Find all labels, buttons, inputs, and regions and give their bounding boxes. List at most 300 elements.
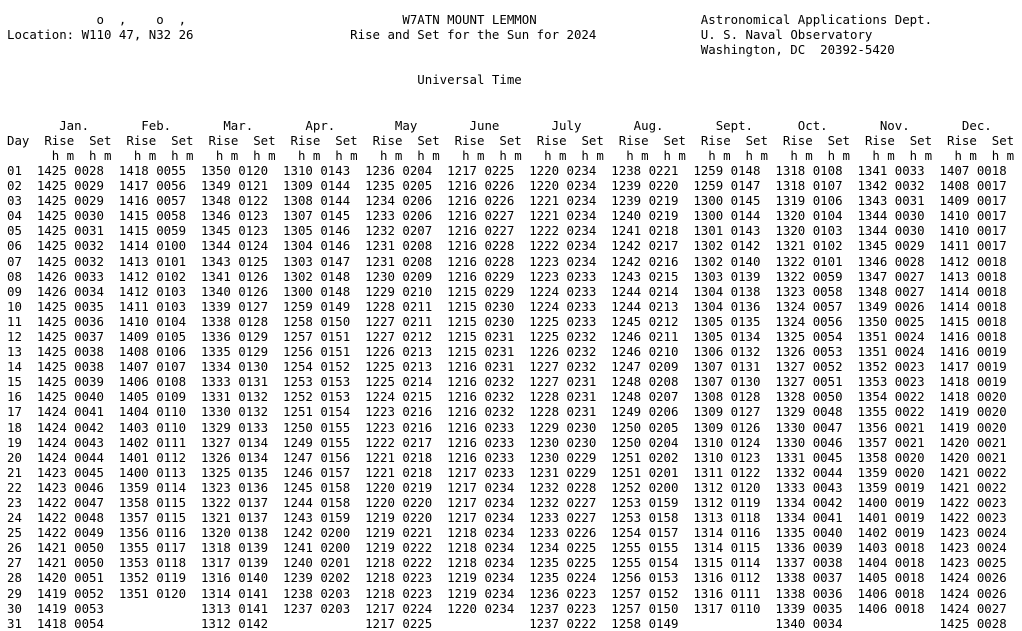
rise-set-cell: 1416 0018: [939, 328, 1007, 344]
rise-set-cell: 1216 0228: [447, 238, 515, 254]
rise-set-cell: 1334 0041: [775, 510, 843, 526]
rise-set-cell: 1353 0023: [857, 374, 925, 390]
rise-set-cell: 1325 0135: [200, 464, 269, 480]
rise-set-cell: 1412 0103: [118, 283, 187, 299]
rise-set-cell: 1303 0147: [283, 253, 351, 269]
rise-set-cell: 1304 0138: [693, 283, 761, 299]
rise-set-cell: [283, 616, 350, 631]
observatory-address: Washington, DC 20392-5420: [700, 42, 895, 58]
rise-set-cell: 1359 0020: [857, 464, 925, 480]
rise-set-cell: 1246 0157: [283, 464, 351, 480]
rise-set-cell: 1358 0020: [857, 449, 925, 465]
rise-set-cell: 1320 0104: [775, 208, 843, 224]
rise-set-cell: 1225 0233: [529, 313, 597, 329]
rise-set-cell: 1253 0158: [611, 510, 679, 526]
rise-set-cell: 1357 0021: [857, 434, 925, 450]
rise-set-cell: 1227 0232: [529, 359, 597, 375]
rise-set-cell: 1359 0114: [118, 479, 187, 495]
rise-set-cell: 1221 0218: [365, 449, 433, 465]
rise-set-cell: 1424 0043: [36, 434, 104, 450]
rise-set-cell: 1351 0024: [857, 328, 925, 344]
rise-set-cell: 1228 0231: [529, 389, 597, 405]
rise-set-cell: 1220 0234: [529, 162, 597, 178]
rise-set-cell: 1406 0018: [857, 585, 925, 601]
rise-set-cell: 1423 0025: [939, 555, 1007, 571]
rise-set-cell: 1255 0155: [611, 540, 679, 556]
rise-set-cell: 1217 0224: [365, 600, 433, 616]
rise-set-cell: 1223 0233: [529, 268, 597, 284]
rise-set-cell: 1323 0058: [775, 283, 843, 299]
day-number: 02: [7, 178, 22, 194]
rise-set-cell: 1221 0234: [529, 193, 597, 209]
rise-set-cell: 1425 0036: [36, 313, 104, 329]
rise-set-cell: 1231 0229: [529, 464, 597, 480]
rise-set-cell: 1326 0134: [200, 449, 269, 465]
rise-set-cell: 1244 0213: [611, 298, 679, 314]
rise-set-cell: 1216 0233: [447, 434, 515, 450]
rise-set-cell: 1426 0034: [36, 283, 104, 299]
rise-set-cell: [447, 616, 514, 631]
rise-set-cell: 1225 0232: [529, 328, 597, 344]
rise-set-cell: 1423 0024: [939, 525, 1007, 541]
rise-set-cell: 1415 0059: [118, 223, 187, 239]
rise-set-cell: 1259 0147: [693, 178, 761, 194]
rise-set-cell: 1238 0203: [283, 585, 351, 601]
rise-set-cell: 1345 0123: [200, 223, 269, 239]
rise-set-cell: 1425 0029: [36, 178, 104, 194]
rise-set-cell: 1425 0038: [36, 344, 104, 360]
rise-set-cell: 1216 0232: [447, 374, 515, 390]
rise-set-cell: 1227 0212: [365, 328, 433, 344]
rise-set-cell: 1316 0111: [693, 585, 761, 601]
rise-set-cell: 1249 0155: [283, 434, 351, 450]
table-row: [7, 223, 1007, 238]
rise-set-cell: 1228 0211: [365, 298, 433, 314]
rise-set-cell: 1242 0217: [611, 238, 679, 254]
rise-set-cell: 1249 0206: [611, 404, 679, 420]
rise-set-cell: 1221 0234: [529, 208, 597, 224]
rise-set-cell: 1310 0124: [693, 434, 761, 450]
table-row: [7, 510, 1007, 525]
rise-set-cell: 1339 0127: [200, 298, 269, 314]
day-number: 05: [7, 223, 22, 239]
rise-set-cell: 1346 0123: [200, 208, 269, 224]
day-number: 17: [7, 404, 22, 420]
rise-set-cell: 1354 0022: [857, 389, 925, 405]
rise-set-cell: 1216 0226: [447, 178, 515, 194]
rise-set-cell: 1350 0025: [857, 313, 925, 329]
day-column-header: Day: [7, 132, 30, 148]
rise-set-cell: 1402 0019: [857, 525, 925, 541]
rise-set-cell: 1340 0126: [200, 283, 269, 299]
rise-set-cell: 1240 0219: [611, 208, 679, 224]
rise-set-cell: 1218 0223: [365, 585, 433, 601]
rise-set-cell: 1216 0227: [447, 223, 515, 239]
rise-set-cell: 1356 0021: [857, 419, 925, 435]
rise-set-cell: 1350 0120: [200, 162, 269, 178]
rise-set-cell: 1349 0026: [857, 298, 925, 314]
rise-set-cell: 1235 0225: [529, 555, 597, 571]
rise-set-cell: 1423 0046: [36, 479, 104, 495]
subtitle: Rise and Set for the Sun for 2024: [350, 27, 597, 43]
rise-set-cell: 1420 0021: [939, 434, 1007, 450]
rise-set-cell: 1239 0202: [283, 570, 351, 586]
rise-set-cell: 1307 0131: [693, 359, 761, 375]
rise-set-cell: 1217 0234: [447, 495, 515, 510]
rise-set-cell: 1330 0046: [775, 434, 843, 450]
rise-set-cell: 1215 0230: [447, 313, 515, 329]
table-row: [7, 359, 1007, 374]
rise-set-cell: 1331 0132: [200, 389, 269, 405]
rise-set-cell: 1215 0231: [447, 328, 515, 344]
rise-set-cell: 1410 0104: [118, 313, 187, 329]
rise-set-cell: 1243 0215: [611, 268, 679, 284]
rise-set-cell: 1411 0103: [118, 298, 187, 314]
day-number: 26: [7, 540, 22, 556]
rise-set-cell: 1409 0105: [118, 328, 187, 344]
rise-set-cell: 1220 0219: [365, 479, 433, 495]
rise-set-cell: 1322 0101: [775, 253, 843, 269]
day-number: 29: [7, 585, 22, 601]
rise-set-cell: 1425 0028: [36, 162, 104, 178]
rise-set-cell: 1421 0022: [939, 464, 1007, 480]
table-row: [7, 374, 1007, 389]
rise-set-cell: 1352 0119: [118, 570, 187, 586]
rise-set-cell: 1219 0220: [365, 510, 433, 526]
rise-set-cell: 1415 0058: [118, 208, 187, 224]
rise-set-cell: 1223 0216: [365, 419, 433, 435]
rise-set-cell: 1423 0024: [939, 540, 1007, 556]
day-number: 13: [7, 344, 22, 360]
table-row: [7, 435, 1007, 450]
rise-set-cell: 1317 0110: [693, 600, 761, 616]
rise-set-cell: 1422 0049: [36, 525, 104, 541]
rise-set-cell: 1219 0222: [365, 540, 433, 556]
rise-set-cell: 1237 0222: [529, 615, 597, 631]
rise-set-cell: 1222 0234: [529, 238, 597, 254]
rise-set-cell: 1226 0232: [529, 344, 597, 360]
rise-set-cell: 1323 0136: [200, 479, 269, 495]
rise-set-cell: 1422 0048: [36, 510, 104, 526]
rise-set-cell: 1216 0232: [447, 404, 515, 420]
rise-set-cell: 1234 0206: [365, 193, 433, 209]
rise-set-cell: 1244 0158: [283, 495, 351, 510]
rise-set-cell: 1346 0028: [857, 253, 925, 269]
table-row: [7, 299, 1007, 314]
table-row: [7, 193, 1007, 208]
rise-set-cell: 1255 0154: [611, 555, 679, 571]
rise-set-cell: 1216 0229: [447, 268, 515, 284]
rise-set-cell: 1344 0030: [857, 208, 925, 224]
rise-set-cell: 1341 0126: [200, 268, 269, 284]
day-number: 03: [7, 193, 22, 209]
rise-set-cell: 1325 0054: [775, 328, 843, 344]
rise-set-cell: 1220 0234: [447, 600, 515, 616]
rise-set-cell: [119, 616, 186, 631]
rise-set-cell: 1217 0234: [447, 510, 515, 526]
rise-set-cell: 1419 0020: [939, 419, 1007, 435]
rise-set-cell: 1419 0053: [36, 600, 104, 616]
rise-set-cell: 1406 0108: [118, 374, 187, 390]
rise-set-cell: 1324 0057: [775, 298, 843, 314]
day-number: 15: [7, 374, 22, 390]
rise-set-cell: 1218 0223: [365, 570, 433, 586]
rise-set-cell: 1404 0110: [118, 404, 187, 420]
station-title: W7ATN MOUNT LEMMON: [402, 12, 537, 27]
rise-set-cell: 1405 0109: [118, 389, 187, 405]
rise-set-cell: 1425 0031: [36, 223, 104, 239]
rise-set-cell: 1314 0115: [693, 540, 761, 556]
rise-set-cell: 1302 0148: [283, 268, 351, 284]
rise-set-cell: 1425 0037: [36, 328, 104, 344]
dept-name: Astronomical Applications Dept.: [700, 12, 933, 27]
table-row: [7, 163, 1007, 178]
rise-set-cell: 1230 0209: [365, 268, 433, 284]
rise-set-cell: 1352 0023: [857, 359, 925, 375]
rise-set-cell: 1217 0225: [447, 162, 515, 178]
rise-set-cell: 1425 0029: [36, 193, 104, 209]
day-number: 24: [7, 510, 22, 526]
rise-set-cell: 1418 0055: [118, 162, 187, 178]
rise-set-cell: 1254 0157: [611, 525, 679, 541]
rise-set-cell: 1240 0201: [283, 555, 351, 571]
rise-set-cell: 1355 0022: [857, 404, 925, 420]
day-number: 27: [7, 555, 22, 571]
rise-set-cell: 1414 0018: [939, 298, 1007, 314]
rise-set-cell: 1335 0040: [775, 525, 843, 541]
rise-set-cell: 1425 0030: [36, 208, 104, 224]
rise-set-cell: 1347 0027: [857, 268, 925, 284]
rise-set-cell: 1259 0149: [283, 298, 351, 314]
rise-set-cell: 1324 0056: [775, 313, 843, 329]
rise-set-cell: 1248 0207: [611, 389, 679, 405]
rise-set-cell: 1250 0155: [283, 419, 351, 435]
rise-set-cell: 1310 0143: [283, 162, 351, 178]
day-number: 09: [7, 283, 22, 299]
rise-set-cell: 1424 0026: [939, 570, 1007, 586]
day-number: 28: [7, 570, 22, 586]
rise-set-cell: 1244 0214: [611, 283, 679, 299]
table-row: [7, 525, 1007, 540]
rise-set-cell: 1328 0050: [775, 389, 843, 405]
rise-set-cell: 1302 0140: [693, 253, 761, 269]
rise-set-cell: 1300 0145: [693, 193, 761, 209]
day-number: 31: [7, 615, 22, 631]
rise-set-cell: 1419 0052: [36, 585, 104, 601]
rise-set-cell: 1341 0033: [857, 162, 925, 178]
rise-set-cell: 1425 0038: [36, 359, 104, 375]
rise-set-cell: 1230 0230: [529, 434, 597, 450]
table-row: [7, 616, 1007, 631]
rise-set-cell: 1238 0221: [611, 162, 679, 178]
rise-set-cell: 1216 0227: [447, 208, 515, 224]
table-row: [7, 178, 1007, 193]
rise-set-cell: 1423 0045: [36, 464, 104, 480]
rise-set-cell: 1246 0210: [611, 344, 679, 360]
rise-set-cell: 1421 0050: [36, 555, 104, 571]
rise-set-cell: 1400 0113: [118, 464, 187, 480]
table-row: [7, 480, 1007, 495]
rise-set-cell: 1219 0221: [365, 525, 433, 541]
rise-set-cell: 1403 0018: [857, 540, 925, 556]
rise-set-cell: 1304 0136: [693, 298, 761, 314]
rise-set-cell: 1422 0023: [939, 510, 1007, 526]
rise-set-cell: 1314 0141: [200, 585, 269, 601]
rise-set-cell: 1327 0052: [775, 359, 843, 375]
day-number: 12: [7, 328, 22, 344]
rise-set-cell: 1310 0123: [693, 449, 761, 465]
table-row: [7, 495, 1007, 510]
rise-set-cell: 1336 0129: [200, 328, 269, 344]
rise-set-cell: 1246 0211: [611, 328, 679, 344]
day-number: 06: [7, 238, 22, 254]
rise-set-cell: 1405 0018: [857, 570, 925, 586]
day-number: 23: [7, 495, 22, 510]
rise-set-cell: 1400 0019: [857, 495, 925, 510]
rise-set-cell: 1412 0018: [939, 253, 1007, 269]
rise-set-cell: 1247 0209: [611, 359, 679, 375]
rise-set-cell: 1228 0231: [529, 404, 597, 420]
rise-set-cell: 1313 0118: [693, 510, 761, 526]
day-number: 08: [7, 268, 22, 284]
rise-set-cell: 1237 0203: [283, 600, 351, 616]
table-row: [7, 586, 1007, 601]
rise-set-cell: 1420 0051: [36, 570, 104, 586]
rise-set-cell: 1424 0041: [36, 404, 104, 420]
rise-set-cell: 1408 0106: [118, 344, 187, 360]
rise-set-cell: 1250 0204: [611, 434, 679, 450]
rise-set-cell: 1356 0116: [118, 525, 187, 541]
rise-set-cell: 1404 0018: [857, 555, 925, 571]
table-row: [7, 344, 1007, 359]
rise-set-cell: 1424 0027: [939, 600, 1007, 616]
rise-set-cell: 1223 0216: [365, 404, 433, 420]
table-row: [7, 389, 1007, 404]
rise-set-cell: 1308 0128: [693, 389, 761, 405]
rise-set-cell: 1349 0121: [200, 178, 269, 194]
rise-set-cell: 1305 0134: [693, 328, 761, 344]
rise-set-cell: 1425 0032: [36, 253, 104, 269]
rise-set-cell: 1329 0048: [775, 404, 843, 420]
rise-set-cell: 1424 0026: [939, 585, 1007, 601]
rise-set-cell: 1223 0234: [529, 253, 597, 269]
rise-set-cell: 1422 0023: [939, 495, 1007, 510]
observatory-name: U. S. Naval Observatory: [700, 27, 873, 43]
rise-set-cell: 1215 0229: [447, 283, 515, 299]
rise-set-cell: 1336 0039: [775, 540, 843, 556]
rise-set-cell: 1358 0115: [118, 495, 187, 510]
rise-set-cell: 1340 0034: [775, 615, 843, 631]
rise-set-cell: 1359 0019: [857, 479, 925, 495]
rise-set-cell: 1316 0140: [200, 570, 269, 586]
table-row: [7, 450, 1007, 465]
day-number: 22: [7, 479, 22, 495]
rise-set-cell: 1236 0204: [365, 162, 433, 178]
rise-set-cell: 1256 0151: [283, 344, 351, 360]
rise-set-cell: 1218 0234: [447, 525, 515, 541]
rise-set-cell: 1234 0225: [529, 540, 597, 556]
location-value: W110 47, N32 26: [81, 27, 194, 43]
day-number: 01: [7, 162, 22, 178]
rise-set-cell: 1334 0042: [775, 495, 843, 510]
rise-set-cell: 1224 0215: [365, 389, 433, 405]
rise-set-cell: 1415 0018: [939, 313, 1007, 329]
table-row: [7, 540, 1007, 555]
table-row: [7, 314, 1007, 329]
rise-set-cell: 1333 0043: [775, 479, 843, 495]
rise-set-cell: 1351 0120: [118, 585, 187, 601]
rise-set-cell: 1308 0144: [283, 193, 351, 209]
rise-set-cell: 1250 0205: [611, 419, 679, 435]
rise-set-cell: 1338 0128: [200, 313, 269, 329]
location-label: Location:: [7, 27, 75, 43]
rise-set-cell: 1230 0229: [529, 449, 597, 465]
rise-set-cell: 1329 0133: [200, 419, 269, 435]
rise-set-cell: 1229 0230: [529, 419, 597, 435]
table-row: [7, 238, 1007, 253]
rise-set-cell: 1219 0234: [447, 570, 515, 586]
rise-set-cell: 1418 0019: [939, 374, 1007, 390]
rise-set-cell: 1227 0211: [365, 313, 433, 329]
rise-set-cell: 1300 0148: [283, 283, 351, 299]
rise-set-cell: 1224 0233: [529, 298, 597, 314]
rise-set-cell: 1215 0231: [447, 344, 515, 360]
rise-set-cell: 1311 0122: [693, 464, 761, 480]
rise-set-cell: 1225 0213: [365, 359, 433, 375]
rise-set-cell: 1241 0218: [611, 223, 679, 239]
rise-set-cell: 1401 0019: [857, 510, 925, 526]
degree-marks: o , o ,: [7, 12, 187, 27]
rise-set-cell: 1330 0132: [200, 404, 269, 420]
table-row: [7, 269, 1007, 284]
rise-set-cell: 1342 0032: [857, 178, 925, 194]
rise-set-cell: 1229 0210: [365, 283, 433, 299]
rise-set-cell: 1216 0232: [447, 389, 515, 405]
rise-set-cell: 1222 0217: [365, 434, 433, 450]
table-row: [7, 329, 1007, 344]
rise-set-cell: 1302 0142: [693, 238, 761, 254]
table-row: [7, 208, 1007, 223]
rise-set-cell: 1333 0131: [200, 374, 269, 390]
time-zone: Universal Time: [417, 72, 522, 88]
rise-set-cell: 1410 0017: [939, 223, 1007, 239]
rise-set-cell: 1406 0018: [857, 600, 925, 616]
rise-set-cell: 1413 0018: [939, 268, 1007, 284]
rise-set-cell: 1322 0137: [200, 495, 269, 510]
rise-set-cell: 1315 0114: [693, 555, 761, 571]
rise-set-cell: 1251 0201: [611, 464, 679, 480]
rise-set-cell: 1338 0037: [775, 570, 843, 586]
rise-set-cell: 1425 0028: [939, 615, 1007, 631]
rise-set-cell: 1218 0222: [365, 555, 433, 571]
rise-set-cell: 1216 0228: [447, 253, 515, 269]
rise-set-cell: 1218 0234: [447, 540, 515, 556]
rise-set-cell: 1216 0231: [447, 359, 515, 375]
rise-set-cell: 1243 0159: [283, 510, 351, 526]
rise-set-cell: 1409 0017: [939, 193, 1007, 209]
table-row: [7, 570, 1007, 585]
rise-set-cell: 1320 0103: [775, 223, 843, 239]
rise-set-cell: 1416 0019: [939, 344, 1007, 360]
rise-set-cell: 1321 0102: [775, 238, 843, 254]
rise-set-cell: [857, 616, 924, 631]
rise-set-cell: 1239 0219: [611, 193, 679, 209]
rise-set-cell: 1231 0208: [365, 253, 433, 269]
rise-set-cell: 1304 0146: [283, 238, 351, 254]
table-row: [7, 465, 1007, 480]
day-number: 19: [7, 434, 22, 450]
day-number: 14: [7, 359, 22, 375]
